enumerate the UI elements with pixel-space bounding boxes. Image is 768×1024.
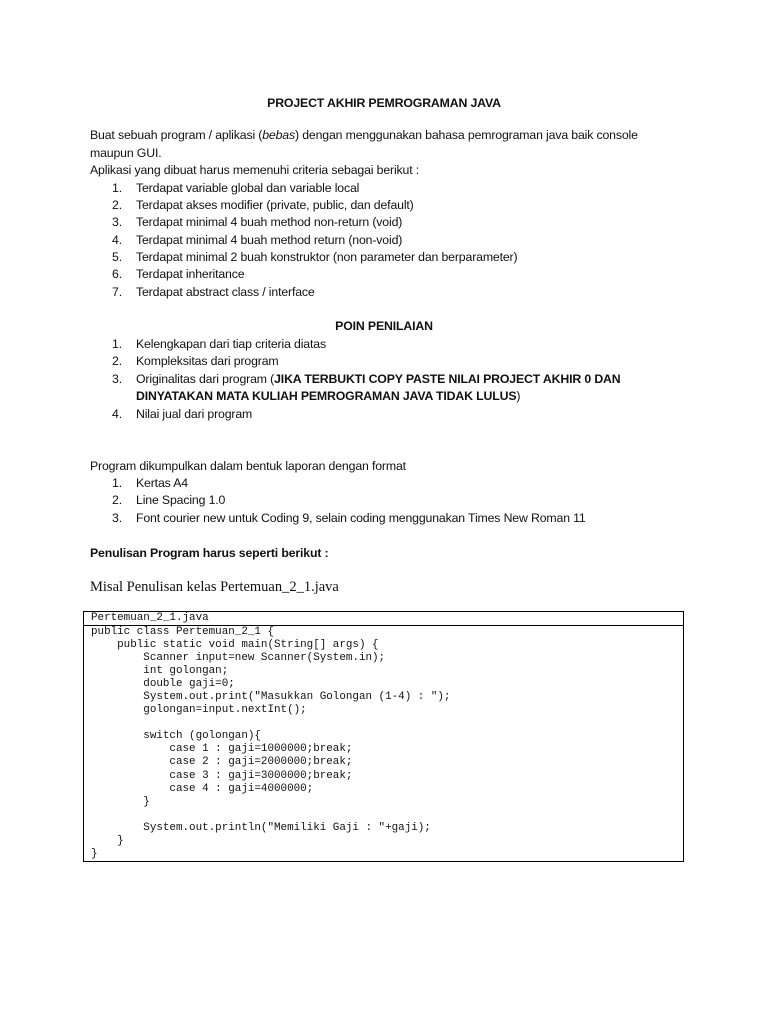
intro-line-1-post: ) dengan menggunakan bahasa pemrograman java baik console xyxy=(295,128,638,142)
poin-item-warning: JIKA TERBUKTI COPY PASTE NILAI PROJECT AKHIR 0 DAN xyxy=(274,372,621,386)
poin-item-originalitas-cont xyxy=(136,388,520,405)
penulisan-heading: Penulisan Program harus seperti berikut : xyxy=(90,546,329,560)
criteria-item: Terdapat variable global dan variable local xyxy=(136,181,360,195)
criteria-item: Terdapat akses modifier (private, public, dan default) xyxy=(136,198,414,212)
misal-caption: Misal Penulisan kelas Pertemuan_2_1.java xyxy=(90,579,339,595)
criteria-number: 6. xyxy=(112,267,122,281)
page-title: PROJECT AKHIR PEMROGRAMAN JAVA xyxy=(267,96,501,110)
poin-item: Kelengkapan dari tiap criteria diatas xyxy=(136,337,326,351)
intro-line-3: Aplikasi yang dibuat harus memenuhi criteria sebagai berikut : xyxy=(90,163,420,177)
poin-item: Kompleksitas dari program xyxy=(136,354,279,368)
criteria-item: Terdapat minimal 4 buah method non-return (void) xyxy=(136,215,403,229)
criteria-item: Terdapat minimal 2 buah konstruktor (non parameter dan berparameter) xyxy=(136,250,518,264)
format-intro: Program dikumpulkan dalam bentuk laporan dengan format xyxy=(90,459,406,473)
criteria-item: Terdapat minimal 4 buah method return (non-void) xyxy=(136,233,403,247)
format-item: Font courier new untuk Coding 9, selain coding menggunakan Times New Roman 11 xyxy=(136,511,586,525)
code-filename-cell xyxy=(84,612,683,626)
intro-line-1-italic: bebas xyxy=(262,128,295,142)
code-body: public class Pertemuan_2_1 { public static void main(String[] args) { Scanner input=new Scanner(System.in); int golongan; double gaji=0; System.out.print("Masukkan Golongan (1-4) : "); golongan=input.nextInt(); switch (golongan){ case 1 : gaji=1000000;break; case 2 : gaji=2000000;break; case 3 : gaji=3000000;break; case 4 : gaji=4000000; } System.out.println("Memiliki Gaji : "+gaji); } } xyxy=(91,626,451,860)
criteria-number: 4. xyxy=(112,233,122,247)
poin-item: Nilai jual dari program xyxy=(136,407,253,421)
criteria-number: 1. xyxy=(112,181,122,195)
criteria-item: Terdapat inheritance xyxy=(136,267,245,281)
code-box xyxy=(83,611,684,862)
intro-line-2: maupun GUI. xyxy=(90,146,162,160)
format-item: Line Spacing 1.0 xyxy=(136,493,226,507)
poin-item-warning-2: DINYATAKAN MATA KULIAH PEMROGRAMAN JAVA TIDAK LULUS xyxy=(136,389,517,403)
poin-number: 3. xyxy=(112,372,122,386)
intro-line-1-pre: Buat sebuah program / aplikasi ( xyxy=(90,128,263,142)
criteria-item: Terdapat abstract class / interface xyxy=(136,285,315,299)
format-item: Kertas A4 xyxy=(136,476,188,490)
format-number: 1. xyxy=(112,476,122,490)
poin-number: 1. xyxy=(112,337,122,351)
poin-number: 2. xyxy=(112,354,122,368)
poin-heading: POIN PENILAIAN xyxy=(335,319,433,333)
criteria-number: 3. xyxy=(112,215,122,229)
criteria-number: 7. xyxy=(112,285,122,299)
format-number: 2. xyxy=(112,493,122,507)
poin-item-pre: Originalitas dari program ( xyxy=(136,372,275,386)
poin-item-post: ) xyxy=(516,389,521,403)
poin-number: 4. xyxy=(112,407,122,421)
format-number: 3. xyxy=(112,511,122,525)
poin-item-originalitas xyxy=(136,371,621,388)
intro-line-1 xyxy=(90,127,638,144)
code-filename: Pertemuan_2_1.java xyxy=(91,612,209,624)
criteria-number: 2. xyxy=(112,198,122,212)
criteria-number: 5. xyxy=(112,250,122,264)
